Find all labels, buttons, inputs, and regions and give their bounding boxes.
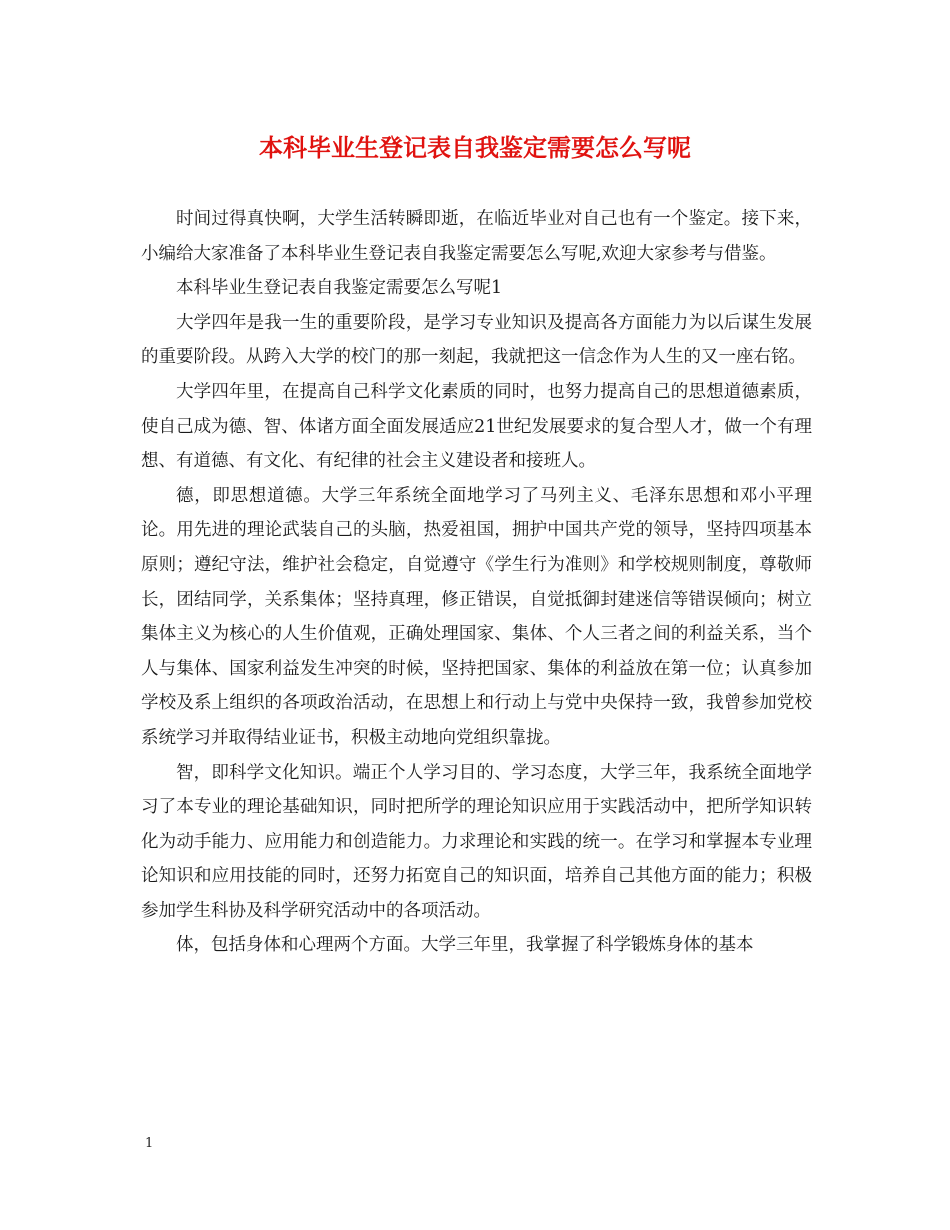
paragraph-intro: 时间过得真快啊，大学生活转瞬即逝，在临近毕业对自己也有一个鉴定。接下来，小编给大家准备了本科毕业生登记表自我鉴定需要怎么写呢,欢迎大家参考与借鉴。 — [141, 209, 812, 264]
page-number: 1 — [145, 1136, 154, 1151]
paragraph: 大学四年里，在提高自己科学文化素质的同时，也努力提高自己的思想道德素质，使自己成为德、智、体诸方面全面发展适应21世纪发展要求的复合型人才，做一个有理想、有道德、有文化、有纪律的社会主义建设者和接班人。 — [141, 381, 812, 472]
document-body — [141, 202, 812, 963]
section-heading: 本科毕业生登记表自我鉴定需要怎么写呢1 — [176, 278, 503, 299]
paragraph: 大学四年是我一生的重要阶段，是学习专业知识及提高各方面能力为以后谋生发展的重要阶段。从跨入大学的校门的那一刻起，我就把这一信念作为人生的又一座右铭。 — [141, 312, 812, 368]
paragraph: 智，即科学文化知识。端正个人学习目的、学习态度，大学三年，我系统全面地学习了本专业的理论基础知识，同时把所学的理论知识应用于实践活动中，把所学知识转化为动手能力、应用能力和创造能力。力求理论和实践的统一。在学习和掌握本专业理论知识和应用技能的同时，还努力拓宽自己的知识面，培养自己其他方面的能力；积极参加学生科协及科学研究活动中的各项活动。 — [141, 762, 812, 921]
paragraph: 德，即思想道德。大学三年系统全面地学习了马列主义、毛泽东思想和邓小平理论。用先进的理论武装自己的头脑，热爱祖国，拥护中国共产党的领导，坚持四项基本原则；遵纪守法，维护社会稳定，自觉遵守《学生行为准则》和学校规则制度，尊敬师长，团结同学，关系集体；坚持真理，修正错误，自觉抵御封建迷信等错误倾向；树立集体主义为核心的人生价值观，正确处理国家、集体、个人三者之间的利益关系，当个人与集体、国家利益发生冲突的时候，坚持把国家、集体的利益放在第一位；认真参加学校及系上组织的各项政治活动，在思想上和行动上与党中央保持一致，我曾参加党校系统学习并取得结业证书，积极主动地向党组织靠拢。 — [141, 485, 812, 748]
document-title: 本科毕业生登记表自我鉴定需要怎么写呢 — [259, 133, 691, 162]
paragraph: 体，包括身体和心理两个方面。大学三年里，我掌握了科学锻炼身体的基本 — [176, 935, 754, 956]
